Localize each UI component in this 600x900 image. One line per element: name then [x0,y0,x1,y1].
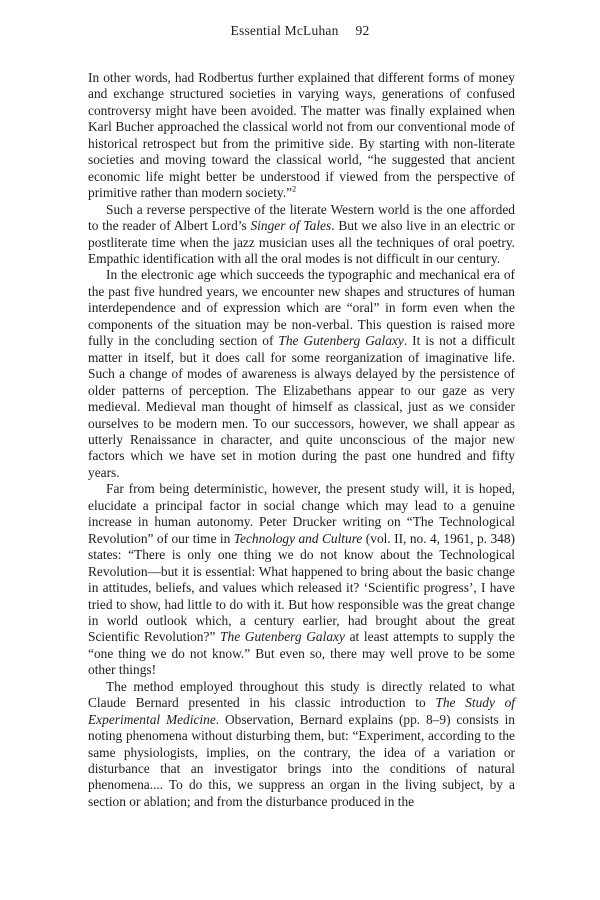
italic-text-run: The Gutenberg Galaxy [278,333,404,349]
page-number: 92 [355,23,370,38]
text-run: . It is not a difficult matter in itself, but it does call for some reorganization of imaginative life. Such a change of modes of awareness is always delayed by the persistence of older patterns of perception. The Elizabethans appear to our gaze as very medieval. Medieval man thought of himself as classical, just as we consider ourselves to be modern men. To our successors, however, we shall appear as utterly Renaissance in character, and quite unconscious of the major new factors which we have set in motion during the past one hundred and fifty years. [88,333,515,480]
italic-text-run: Singer of Tales [250,218,332,234]
text-run: The method employed throughout this study is directly related to what Claude Bernard presented in his classic introduction to [88,678,515,711]
italic-text-run: Technology and Culture [233,530,363,546]
italic-text-run: The Gutenberg Galaxy [220,629,345,645]
text-run: (vol. II, no. 4, 1961, p. 348) states: “There is only one thing we do not know about the Technological Revolution—but it is essential: What happened to bring about the basic change in attitudes, beliefs, and values which released it? ‘Scientific progress’, I have tried to show, had little to do with it. But how responsible was the great change in world outlook which, a century earlier, had brought about the great Scientific Revolution?” [88,530,515,645]
running-header [0,23,600,39]
text-run: In other words, had Rodbertus further explained that different forms of money and exchange structured societies in varying ways, generations of confused controversy might have been avoided. The matter was finally explained when Karl Bucher approached the classical world not from our conventional mode of historical retrospect but from the primitive side. By starting with non-literate societies and moving toward the classical world, “he suggested that ancient economic life might better be understood if viewed from the perspective of primitive rather than modern society.” [88,70,515,201]
italic-text-run: The Study of Experimental Medicine [88,695,515,727]
text-run: . But we also live in an electric or postliterate time when the jazz musician uses all the techniques of oral poetry. Empathic identification with all the oral modes is not difficult in our century. [88,218,516,266]
book-title: Essential McLuhan [230,23,339,38]
text-run: Far from being deterministic, however, the present study will, it is hoped, elucidate a principal factor in social change which may lead to a genuine increase in human autonomy. Peter Drucker writing on “The Technological Revolution” of our time in [88,481,515,546]
text-run: Such a reverse perspective of the literate Western world is the one afforded to the reader of Albert Lord’s [88,201,515,234]
paragraph [88,481,515,678]
paragraph [88,70,515,202]
body-text [88,70,515,810]
text-run: at least attempts to supply the “one thing we do not know.” But even so, there may well prove to be some other things! [88,629,515,678]
paragraph [88,202,515,268]
footnote-reference: 2 [292,183,297,194]
paragraph [88,679,515,811]
text-run: In the electronic age which succeeds the typographic and mechanical era of the past five hundred years, we encounter new shapes and structures of human interdependence and of expression which are “oral” in form even when the components of the situation may be non-verbal. This question is raised more fully in the concluding section of [88,267,515,349]
text-run: . Observation, Bernard explains (pp. 8–9) consists in noting phenomena without disturbing them, but: “Experiment, according to the same physiologists, implies, on the contrary, the idea of a variation or disturbance that an investigator brings into the conditions of natural phenomena.... To do this, we suppress an organ in the living subject, by a section or ablation; and from the disturbance produced in the [88,711,515,809]
paragraph [88,267,515,481]
